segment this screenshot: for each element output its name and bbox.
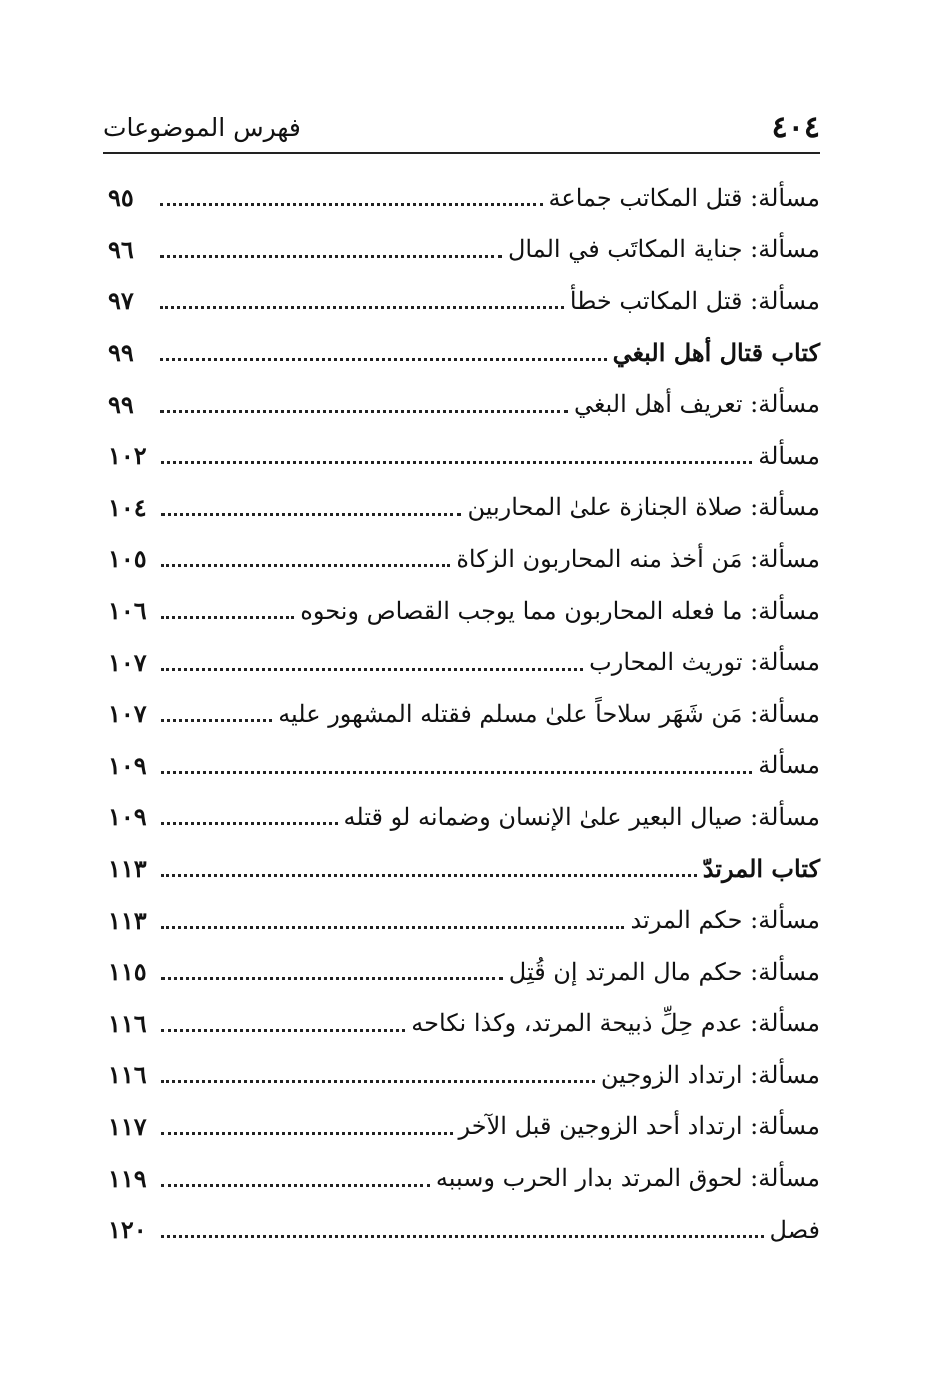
toc-row [108,688,820,740]
toc-entry-title: مسألة: قتل المكاتب خطأ [569,286,820,315]
toc-page-number: ١١٧ [108,1111,147,1141]
toc-chapter-row [108,843,820,895]
toc-entry-title: مسألة: حكم مال المرتد إن قُتِل [508,957,820,986]
toc-page-number: ٩٩ [108,338,134,368]
dot-leader [160,358,607,361]
toc-row [108,430,820,482]
toc-row [108,224,820,276]
table-of-contents [108,172,820,1255]
toc-row [108,946,820,998]
toc-entry-title: كتاب المرتدّ [702,854,820,884]
dot-leader [161,719,273,722]
toc-entry-title: مسألة: ارتداد أحد الزوجين قبل الآخر [458,1112,820,1141]
toc-page-number: ٩٧ [108,286,134,316]
toc-chapter-row [108,327,820,379]
dot-leader [160,410,568,413]
toc-page-number: ١٠٦ [108,596,147,626]
toc-page-number: ١٠٧ [108,647,147,677]
toc-page-number: ١١٩ [108,1163,147,1193]
toc-page-number: ١٠٩ [108,802,147,832]
toc-entry-title: مسألة: لحوق المرتد بدار الحرب وسببه [435,1164,820,1193]
toc-entry-title: مسألة: عدم حِلِّ ذبيحة المرتد، وكذا نكاحه [411,1009,820,1038]
dot-leader [161,874,697,877]
toc-entry-title: مسألة: جناية المكاتَب في المال [507,235,820,264]
toc-page-number: ١١٥ [108,957,147,987]
toc-entry-title: مسألة: مَن أخذ منه المحاربون الزكاة [456,544,820,573]
toc-row [108,1152,820,1204]
toc-entry-title: مسألة: توريث المحارب [589,648,820,677]
toc-page-number: ١٢٠ [108,1215,147,1245]
dot-leader [161,564,451,567]
toc-entry-title: مسألة: ارتداد الزوجين [600,1060,820,1089]
toc-row [108,1101,820,1153]
toc-row [108,636,820,688]
toc-page-number: ١٠٢ [108,441,147,471]
toc-page-number: ١٠٩ [108,750,147,780]
dot-leader [161,822,338,825]
dot-leader [161,1132,453,1135]
dot-leader [161,771,753,774]
dot-leader [161,616,295,619]
toc-row [108,998,820,1050]
dot-leader [160,255,502,258]
page-title: فهرس الموضوعات [103,112,301,142]
toc-page-number: ١١٦ [108,1008,147,1038]
toc-row [108,791,820,843]
dot-leader [161,668,583,671]
toc-entry-title: مسألة: صلاة الجنازة علىٰ المحاربين [467,493,820,522]
toc-page-number: ٩٩ [108,389,134,419]
toc-entry-title: مسألة: تعريف أهل البغي [573,390,820,419]
toc-row [108,585,820,637]
toc-entry-title: مسألة: قتل المكاتب جماعة [548,183,820,212]
toc-page-number: ١١٣ [108,905,147,935]
toc-row [108,482,820,534]
toc-entry-title: كتاب قتال أهل البغي [612,338,820,368]
toc-row [108,275,820,327]
toc-entry-title: فصل [769,1215,820,1244]
toc-page-number: ٩٥ [108,183,134,213]
dot-leader [161,1080,595,1083]
dot-leader [160,203,543,206]
dot-leader [160,306,564,309]
toc-row [108,894,820,946]
toc-page-number: ١٠٧ [108,699,147,729]
toc-row [108,1204,820,1256]
toc-page-number: ١١٣ [108,854,147,884]
dot-leader [161,1184,430,1187]
dot-leader [161,1235,764,1238]
dot-leader [161,461,753,464]
dot-leader [161,926,625,929]
dot-leader [161,513,462,516]
toc-row [108,378,820,430]
toc-page-number: ٩٦ [108,234,134,264]
toc-entry-title: مسألة: صيال البعير علىٰ الإنسان وضمانه لو قتله [343,802,820,831]
toc-page-number: ١٠٤ [108,492,147,522]
dot-leader [161,977,503,980]
toc-row [108,740,820,792]
toc-entry-title: مسألة [758,751,820,780]
dot-leader [161,1029,406,1032]
toc-row [108,533,820,585]
header-divider [103,152,820,154]
page-header [103,102,820,152]
toc-row [108,172,820,224]
toc-page-number: ١٠٥ [108,544,147,574]
toc-entry-title: مسألة: ما فعله المحاربون مما يوجب القصاص ونحوه [300,596,820,625]
page-number: ٤٠٤ [771,109,820,145]
toc-entry-title: مسألة: مَن شَهَر سلاحاً علىٰ مسلم فقتله المشهور عليه [278,699,820,728]
toc-entry-title: مسألة: حكم المرتد [630,906,820,935]
toc-entry-title: مسألة [758,441,820,470]
toc-page-number: ١١٦ [108,1060,147,1090]
toc-row [108,1049,820,1101]
